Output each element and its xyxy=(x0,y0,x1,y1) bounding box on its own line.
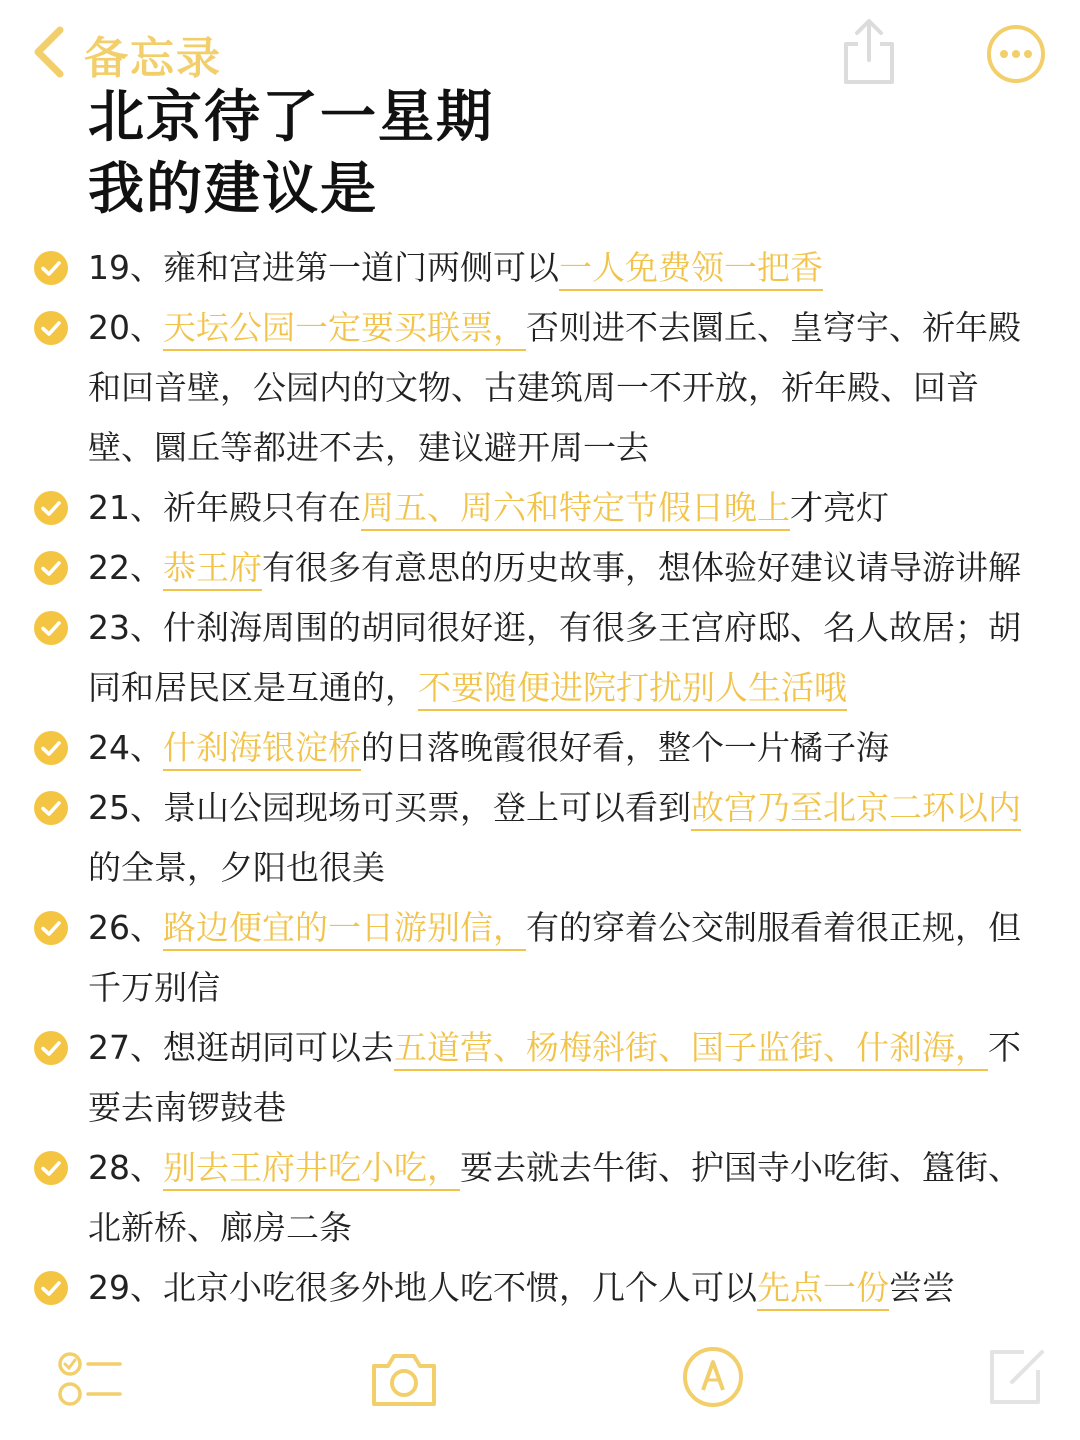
share-icon xyxy=(838,16,900,88)
highlighted-text: 路边便宜的一日游别信， xyxy=(163,908,526,951)
back-button[interactable] xyxy=(30,22,222,86)
highlighted-text: 恭王府 xyxy=(163,548,262,591)
item-number: 22、 xyxy=(88,548,163,587)
check-icon[interactable] xyxy=(34,251,68,285)
item-text: 什刹海周围的胡同很好逛，有很多王宫府邸、名人故居；胡同和居民区是互通的， xyxy=(88,608,1021,707)
item-text: 想逛胡同可以去 xyxy=(163,1028,394,1067)
checklist xyxy=(0,238,1080,1318)
checklist-item[interactable] xyxy=(0,1258,1080,1318)
item-text: 才亮灯 xyxy=(790,488,889,527)
item-text: 否则进不去圜丘、皇穹宇、祈年殿和回音壁，公园内的文物、古建筑周一不开放，祈年殿、回音壁、圜丘等都进不去，建议避开周一去 xyxy=(88,308,1021,467)
checklist-button[interactable] xyxy=(56,1350,126,1414)
camera-icon xyxy=(368,1350,440,1410)
highlighted-text: 不要随便进院打扰别人生活哦 xyxy=(418,668,847,711)
highlighted-text: 一人免费领一把香 xyxy=(559,248,823,291)
highlighted-text: 先点一份 xyxy=(757,1268,889,1311)
checklist-item[interactable] xyxy=(0,478,1080,538)
item-number: 28、 xyxy=(88,1148,163,1187)
highlighted-text: 天坛公园一定要买联票， xyxy=(163,308,526,351)
check-icon[interactable] xyxy=(34,791,68,825)
highlighted-text: 别去王府井吃小吃， xyxy=(163,1148,460,1191)
checklist-item[interactable] xyxy=(0,238,1080,298)
checklist-item[interactable] xyxy=(0,298,1080,478)
checklist-item[interactable] xyxy=(0,718,1080,778)
compose-icon xyxy=(984,1344,1048,1408)
item-text: 不要去南锣鼓巷 xyxy=(88,1028,1021,1127)
check-icon[interactable] xyxy=(34,551,68,585)
item-number: 20、 xyxy=(88,308,163,347)
checklist-icon xyxy=(56,1350,126,1410)
more-icon xyxy=(984,22,1048,86)
back-label: 备忘录 xyxy=(84,33,222,84)
item-text: 北京小吃很多外地人吃不惯，几个人可以 xyxy=(163,1268,757,1307)
item-text: 尝尝 xyxy=(889,1268,955,1307)
check-icon[interactable] xyxy=(34,1271,68,1305)
check-icon[interactable] xyxy=(34,1151,68,1185)
checklist-item[interactable] xyxy=(0,598,1080,718)
check-icon[interactable] xyxy=(34,611,68,645)
title-line-2: 我的建议是 xyxy=(88,157,378,222)
check-icon[interactable] xyxy=(34,731,68,765)
markup-button[interactable] xyxy=(680,1344,746,1414)
checklist-item[interactable] xyxy=(0,538,1080,598)
item-number: 27、 xyxy=(88,1028,163,1067)
item-text: 祈年殿只有在 xyxy=(163,488,361,527)
highlighted-text: 故宫乃至北京二环以内 xyxy=(691,788,1021,831)
item-text: 有很多有意思的历史故事，想体验好建议请导游讲解 xyxy=(262,548,1021,587)
item-text: 的日落晚霞很好看，整个一片橘子海 xyxy=(361,728,889,767)
item-text: 的全景，夕阳也很美 xyxy=(88,848,385,887)
checklist-item[interactable] xyxy=(0,1138,1080,1258)
item-number: 19、 xyxy=(88,248,163,287)
item-number: 29、 xyxy=(88,1268,163,1307)
item-number: 24、 xyxy=(88,728,163,767)
item-text: 雍和宫进第一道门两侧可以 xyxy=(163,248,559,287)
item-number: 25、 xyxy=(88,788,163,827)
note-title[interactable] xyxy=(88,82,494,226)
check-icon[interactable] xyxy=(34,1031,68,1065)
item-number: 21、 xyxy=(88,488,163,527)
check-icon[interactable] xyxy=(34,491,68,525)
item-text: 景山公园现场可买票，登上可以看到 xyxy=(163,788,691,827)
highlighted-text: 周五、周六和特定节假日晚上 xyxy=(361,488,790,531)
compose-button[interactable] xyxy=(984,1344,1048,1412)
title-line-1: 北京待了一星期 xyxy=(88,85,494,150)
checklist-item[interactable] xyxy=(0,1018,1080,1138)
item-text: 有的穿着公交制服看着很正规，但千万别信 xyxy=(88,908,1021,1007)
check-icon[interactable] xyxy=(34,311,68,345)
more-button[interactable] xyxy=(984,22,1048,86)
chevron-left-icon xyxy=(30,24,70,84)
bottom-toolbar xyxy=(0,1330,1080,1440)
check-icon[interactable] xyxy=(34,911,68,945)
highlighted-text: 五道营、杨梅斜街、国子监街、什刹海， xyxy=(394,1028,988,1071)
camera-button[interactable] xyxy=(368,1350,440,1414)
share-button[interactable] xyxy=(838,16,900,88)
item-number: 26、 xyxy=(88,908,163,947)
item-number: 23、 xyxy=(88,608,163,647)
checklist-item[interactable] xyxy=(0,778,1080,898)
pen-markup-icon xyxy=(680,1344,746,1410)
highlighted-text: 什刹海银淀桥 xyxy=(163,728,361,771)
checklist-item[interactable] xyxy=(0,898,1080,1018)
item-text: 要去就去牛街、护国寺小吃街、簋街、北新桥、廊房二条 xyxy=(88,1148,1021,1247)
